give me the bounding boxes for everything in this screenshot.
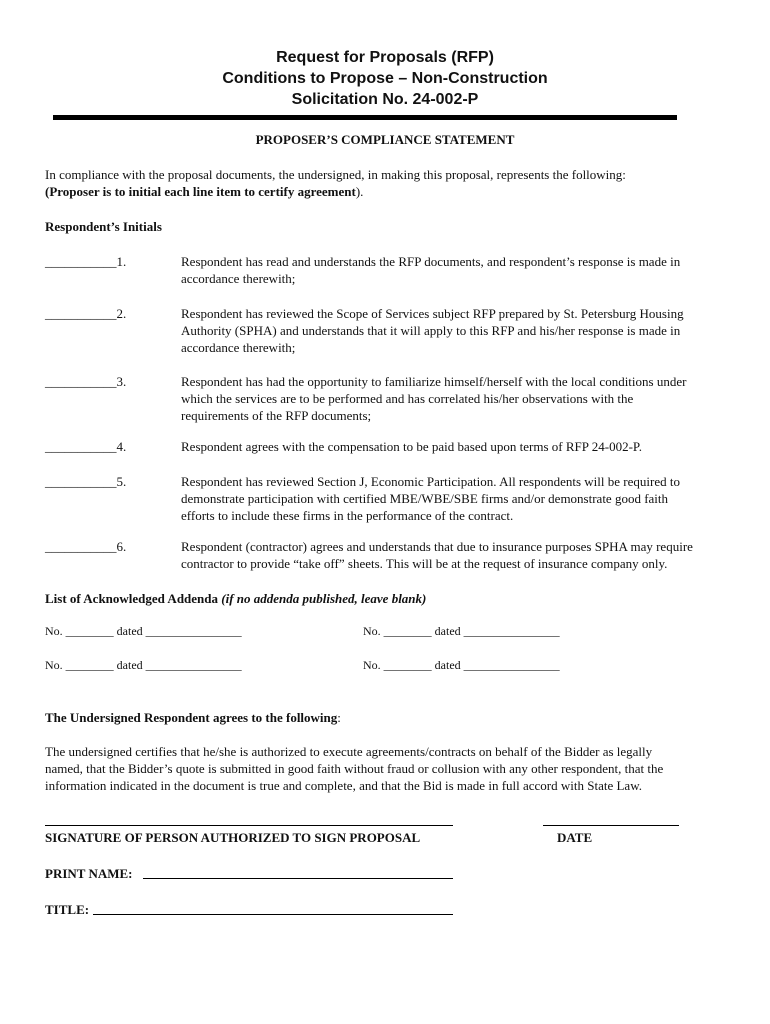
initials-blank-6[interactable]: ___________6. (45, 539, 127, 554)
item-line: which the services are to be performed and has correlated his/her observations with the (181, 391, 634, 406)
header-rule (53, 115, 677, 120)
item-line: demonstrate participation with certified MBE/WBE/SBE firms and/or demonstrate good faith (181, 491, 669, 506)
item-1-text (181, 253, 733, 287)
agreement-text (45, 743, 745, 794)
addenda-note: (if no addenda published, leave blank) (221, 591, 427, 606)
item-2-text (181, 305, 733, 356)
initials-blank-3[interactable]: ___________3. (45, 374, 127, 389)
title-line[interactable] (93, 914, 453, 915)
intro-instruction-end: ). (355, 184, 364, 199)
agreement-line: information indicated in the document is true and complete, and that the Bid is made in full accord with State Law. (45, 778, 642, 793)
intro-text: In compliance with the proposal documents, the undersigned, in making this proposal, represents the following: (45, 167, 626, 182)
item-line: Respondent has reviewed the Scope of Services subject RFP prepared by St. Petersburg Housing (181, 306, 684, 321)
statement-title: PROPOSER’S COMPLIANCE STATEMENT (255, 132, 515, 147)
item-4-text (181, 438, 733, 455)
header-subtitle: Conditions to Propose – Non-Construction (222, 70, 548, 87)
item-3-text (181, 373, 733, 424)
date-label: DATE (557, 830, 593, 845)
title-label: TITLE: (45, 902, 90, 917)
item-line: accordance therewith; (181, 340, 296, 355)
agreement-line: The undersigned certifies that he/she is authorized to execute agreements/contracts on behalf of the Bidder as legally (45, 744, 653, 759)
addenda-heading (45, 590, 426, 607)
item-line: Respondent has had the opportunity to familiarize himself/herself with the local conditions under (181, 374, 687, 389)
print-name-line[interactable] (143, 878, 453, 879)
agreement-heading (45, 709, 341, 726)
header-title: Request for Proposals (RFP) (276, 49, 494, 66)
item-5-text (181, 473, 733, 524)
addenda-entry-2[interactable]: No. ________ dated ________________ (363, 624, 560, 638)
item-line: Authority (SPHA) and understands that it will apply to this RFP and his/her response is made in (181, 323, 681, 338)
agreement-heading-colon: : (337, 710, 341, 725)
item-line: Respondent agrees with the compensation to be paid based upon terms of RFP 24-002-P. (181, 439, 642, 454)
item-line: requirements of the RFP documents; (181, 408, 372, 423)
signature-line[interactable] (45, 825, 453, 826)
addenda-entry-1[interactable]: No. ________ dated ________________ (45, 624, 242, 638)
item-line: accordance therewith; (181, 271, 296, 286)
print-name-label: PRINT NAME: (45, 866, 133, 881)
initials-blank-5[interactable]: ___________5. (45, 474, 127, 489)
header-solicitation-number: Solicitation No. 24-002-P (291, 91, 479, 108)
addenda-heading-text: List of Acknowledged Addenda (45, 591, 219, 606)
item-line: Respondent has read and understands the RFP documents, and respondent’s response is made in (181, 254, 681, 269)
initials-blank-2[interactable]: ___________2. (45, 306, 127, 321)
intro-instruction (45, 183, 745, 200)
signature-label: SIGNATURE OF PERSON AUTHORIZED TO SIGN PROPOSAL (45, 830, 421, 845)
item-line: efforts to include these firms in the performance of the contract. (181, 508, 514, 523)
initials-blank-1[interactable]: ___________1. (45, 254, 127, 269)
item-line: Respondent has reviewed Section J, Economic Participation. All respondents will be required to (181, 474, 680, 489)
intro-instruction-bold: (Proposer is to initial each line item to certify agreement (45, 184, 356, 199)
agreement-heading-text: The Undersigned Respondent agrees to the following (45, 710, 338, 725)
addenda-entry-3[interactable]: No. ________ dated ________________ (45, 658, 242, 672)
item-line: contractor to provide “take off” sheets. This will be at the request of insurance company only. (181, 556, 668, 571)
initials-blank-4[interactable]: ___________4. (45, 439, 127, 454)
item-6-text (181, 538, 741, 572)
addenda-entry-4[interactable]: No. ________ dated ________________ (363, 658, 560, 672)
item-line: Respondent (contractor) agrees and understands that due to insurance purposes SPHA may require (181, 539, 693, 554)
date-line[interactable] (543, 825, 679, 826)
agreement-line: named, that the Bidder’s quote is submitted in good faith without fraud or collusion with any other respondent, that the (45, 761, 664, 776)
initials-heading: Respondent’s Initials (45, 219, 162, 234)
